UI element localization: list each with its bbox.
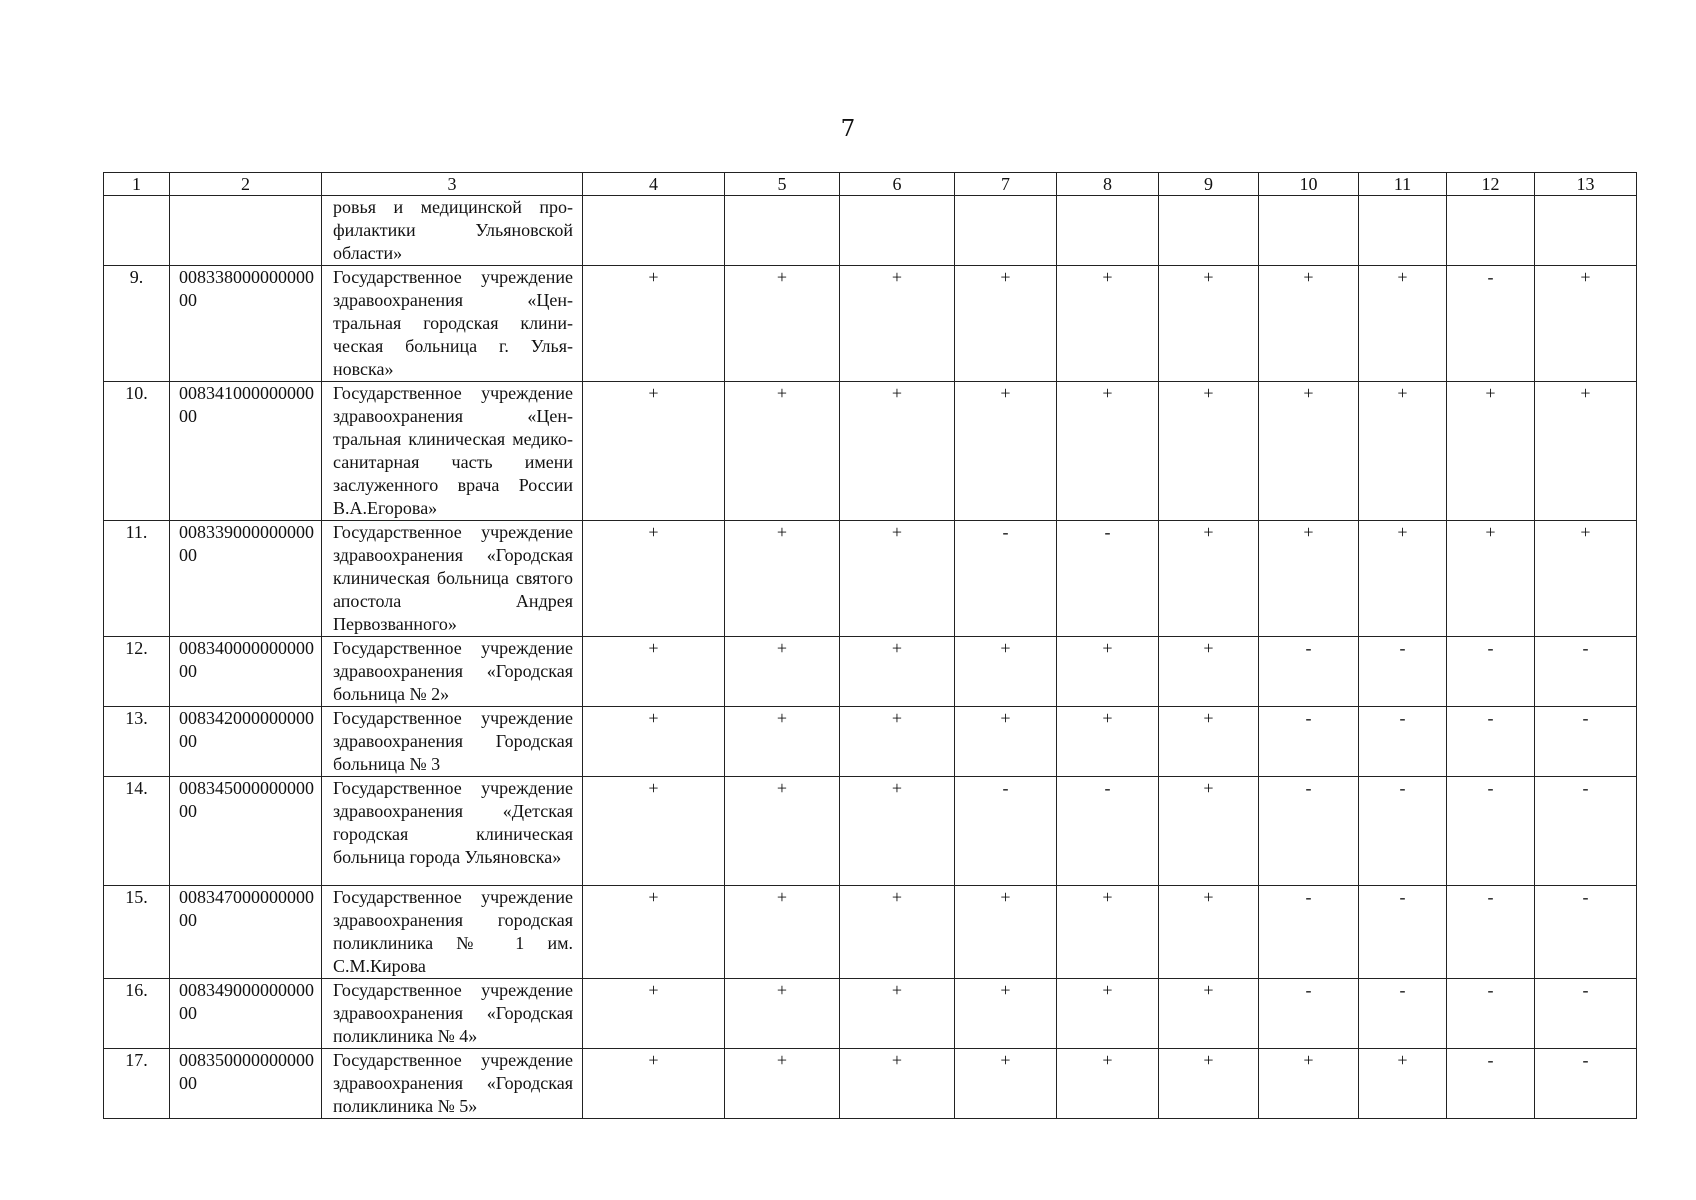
mark-cell: + [840, 707, 955, 777]
mark-cell: + [725, 707, 840, 777]
mark-cell: + [725, 637, 840, 707]
mark-cell: + [1159, 777, 1259, 886]
mark-cell: + [840, 637, 955, 707]
mark-cell: + [1159, 886, 1259, 979]
row-number-cell: 11. [104, 521, 170, 637]
mark-cell: + [955, 886, 1057, 979]
mark-cell: + [1359, 382, 1447, 521]
mark-cell: - [1057, 521, 1159, 637]
mark-cell: + [1259, 1049, 1359, 1119]
mark-cell [1159, 196, 1259, 266]
mark-cell: - [1359, 979, 1447, 1049]
mark-cell: - [1535, 707, 1637, 777]
mark-cell: - [1359, 707, 1447, 777]
row-number-cell: 14. [104, 777, 170, 886]
mark-cell: + [1057, 382, 1159, 521]
mark-cell: + [840, 382, 955, 521]
column-header: 10 [1259, 173, 1359, 196]
mark-cell: - [1447, 886, 1535, 979]
registry-code-cell: 00834000000000000 [170, 637, 322, 707]
registry-code-cell: 00834100000000000 [170, 382, 322, 521]
mark-cell: + [955, 707, 1057, 777]
mark-cell: + [1057, 1049, 1159, 1119]
mark-cell: + [583, 707, 725, 777]
mark-cell: + [840, 777, 955, 886]
mark-cell: + [955, 266, 1057, 382]
row-number-cell: 9. [104, 266, 170, 382]
registry-code-cell [170, 196, 322, 266]
mark-cell: - [1359, 777, 1447, 886]
mark-cell: + [955, 637, 1057, 707]
column-header: 3 [322, 173, 583, 196]
mark-cell: + [1359, 266, 1447, 382]
mark-cell: + [1359, 1049, 1447, 1119]
row-number-cell: 16. [104, 979, 170, 1049]
mark-cell: + [583, 979, 725, 1049]
mark-cell: - [1535, 777, 1637, 886]
row-number-cell: 13. [104, 707, 170, 777]
mark-cell: - [1447, 777, 1535, 886]
mark-cell: + [583, 1049, 725, 1119]
mark-cell: - [955, 521, 1057, 637]
mark-cell: + [1057, 266, 1159, 382]
mark-cell: - [1259, 886, 1359, 979]
mark-cell: + [955, 1049, 1057, 1119]
mark-cell: + [1159, 1049, 1259, 1119]
institution-name-cell: Государственное учреждение здравоохранения «Городская поликлиника № 5» [322, 1049, 583, 1119]
mark-cell: + [1159, 637, 1259, 707]
institution-name-cell: Государственное учреждение здравоохранения городская поликлиника № 1 им. С.М.Кирова [322, 886, 583, 979]
mark-cell: - [1535, 979, 1637, 1049]
mark-cell: + [583, 637, 725, 707]
mark-cell: - [1535, 1049, 1637, 1119]
data-table [103, 172, 1637, 1119]
row-number-cell: 12. [104, 637, 170, 707]
column-header: 6 [840, 173, 955, 196]
mark-cell: - [1359, 886, 1447, 979]
institution-name-cell: Государственное учреждение здравоохранения «Детская городская клиническая больница города Ульяновска» [322, 777, 583, 886]
mark-cell: - [1535, 637, 1637, 707]
table-row [104, 521, 1637, 637]
mark-cell: + [725, 521, 840, 637]
mark-cell: + [1259, 382, 1359, 521]
mark-cell: + [1447, 521, 1535, 637]
mark-cell: + [1259, 521, 1359, 637]
page-number: 7 [840, 116, 856, 142]
mark-cell: - [1259, 979, 1359, 1049]
registry-code-cell: 00834200000000000 [170, 707, 322, 777]
mark-cell: + [840, 521, 955, 637]
table-row [104, 266, 1637, 382]
mark-cell: - [1359, 637, 1447, 707]
table-row [104, 382, 1637, 521]
mark-cell [840, 196, 955, 266]
column-header: 9 [1159, 173, 1259, 196]
table-row [104, 637, 1637, 707]
mark-cell: - [1259, 637, 1359, 707]
mark-cell: + [725, 382, 840, 521]
mark-cell: + [1159, 707, 1259, 777]
mark-cell: + [725, 777, 840, 886]
table-row [104, 707, 1637, 777]
mark-cell: - [1259, 707, 1359, 777]
institution-name-cell: Государственное учреждение здравоохранения «Городская больница № 2» [322, 637, 583, 707]
mark-cell: + [725, 1049, 840, 1119]
column-header: 1 [104, 173, 170, 196]
column-header: 2 [170, 173, 322, 196]
institution-name-cell: Государственное учреждение здравоохранения «Городская клиническая больница святого апостола Андрея Первозванного» [322, 521, 583, 637]
mark-cell: + [583, 777, 725, 886]
mark-cell: + [1535, 382, 1637, 521]
mark-cell: - [1447, 266, 1535, 382]
mark-cell: - [1447, 979, 1535, 1049]
mark-cell: + [725, 979, 840, 1049]
mark-cell [1535, 196, 1637, 266]
mark-cell [955, 196, 1057, 266]
column-header: 13 [1535, 173, 1637, 196]
column-header: 8 [1057, 173, 1159, 196]
table-row [104, 979, 1637, 1049]
row-number-cell [104, 196, 170, 266]
mark-cell: - [1535, 886, 1637, 979]
mark-cell: + [955, 382, 1057, 521]
institution-name-cell: ровья и медицинской профилактики Ульяновской области» [322, 196, 583, 266]
mark-cell: - [955, 777, 1057, 886]
mark-cell: + [725, 886, 840, 979]
mark-cell: + [1057, 886, 1159, 979]
mark-cell: - [1057, 777, 1159, 886]
column-header: 5 [725, 173, 840, 196]
mark-cell: + [1159, 521, 1259, 637]
mark-cell: + [840, 1049, 955, 1119]
mark-cell: + [1447, 382, 1535, 521]
mark-cell [1057, 196, 1159, 266]
row-number-cell: 17. [104, 1049, 170, 1119]
mark-cell: + [840, 886, 955, 979]
mark-cell [1447, 196, 1535, 266]
mark-cell: + [1159, 382, 1259, 521]
institution-name-cell: Государственное учреждение здравоохранения «Городская поликлиника № 4» [322, 979, 583, 1049]
row-number-cell: 10. [104, 382, 170, 521]
mark-cell: + [1535, 266, 1637, 382]
table-body [104, 196, 1637, 1119]
mark-cell: + [583, 266, 725, 382]
mark-cell [1359, 196, 1447, 266]
mark-cell: + [583, 886, 725, 979]
institution-name-cell: Государственное учреждение здравоохранения «Центральная городская клиническая больница г. Ульяновска» [322, 266, 583, 382]
column-header: 12 [1447, 173, 1535, 196]
mark-cell: + [1159, 979, 1259, 1049]
institution-name-cell: Государственное учреждение здравоохранения Городская больница № 3 [322, 707, 583, 777]
mark-cell: + [1159, 266, 1259, 382]
table-row [104, 777, 1637, 886]
mark-cell: + [1535, 521, 1637, 637]
table-row [104, 196, 1637, 266]
mark-cell [583, 196, 725, 266]
mark-cell [1259, 196, 1359, 266]
row-number-cell: 15. [104, 886, 170, 979]
mark-cell: - [1447, 1049, 1535, 1119]
table-row [104, 886, 1637, 979]
mark-cell: - [1447, 707, 1535, 777]
mark-cell: + [1259, 266, 1359, 382]
mark-cell: + [955, 979, 1057, 1049]
column-header: 7 [955, 173, 1057, 196]
mark-cell: + [1359, 521, 1447, 637]
mark-cell: + [583, 382, 725, 521]
mark-cell: - [1447, 637, 1535, 707]
mark-cell: + [725, 266, 840, 382]
registry-code-cell: 00833800000000000 [170, 266, 322, 382]
registry-code-cell: 00835000000000000 [170, 1049, 322, 1119]
table-header-row [104, 173, 1637, 196]
mark-cell: + [840, 979, 955, 1049]
registry-code-cell: 00834900000000000 [170, 979, 322, 1049]
mark-cell: + [840, 266, 955, 382]
mark-cell: + [1057, 707, 1159, 777]
registry-code-cell: 00833900000000000 [170, 521, 322, 637]
column-header: 4 [583, 173, 725, 196]
mark-cell [725, 196, 840, 266]
column-header: 11 [1359, 173, 1447, 196]
registry-code-cell: 00834700000000000 [170, 886, 322, 979]
mark-cell: - [1259, 777, 1359, 886]
registry-code-cell: 00834500000000000 [170, 777, 322, 886]
mark-cell: + [1057, 637, 1159, 707]
institution-name-cell: Государственное учреждение здравоохранения «Центральная клиническая медико-санитарная часть имени заслуженного врача России В.А.Егорова» [322, 382, 583, 521]
mark-cell: + [583, 521, 725, 637]
mark-cell: + [1057, 979, 1159, 1049]
table-row [104, 1049, 1637, 1119]
